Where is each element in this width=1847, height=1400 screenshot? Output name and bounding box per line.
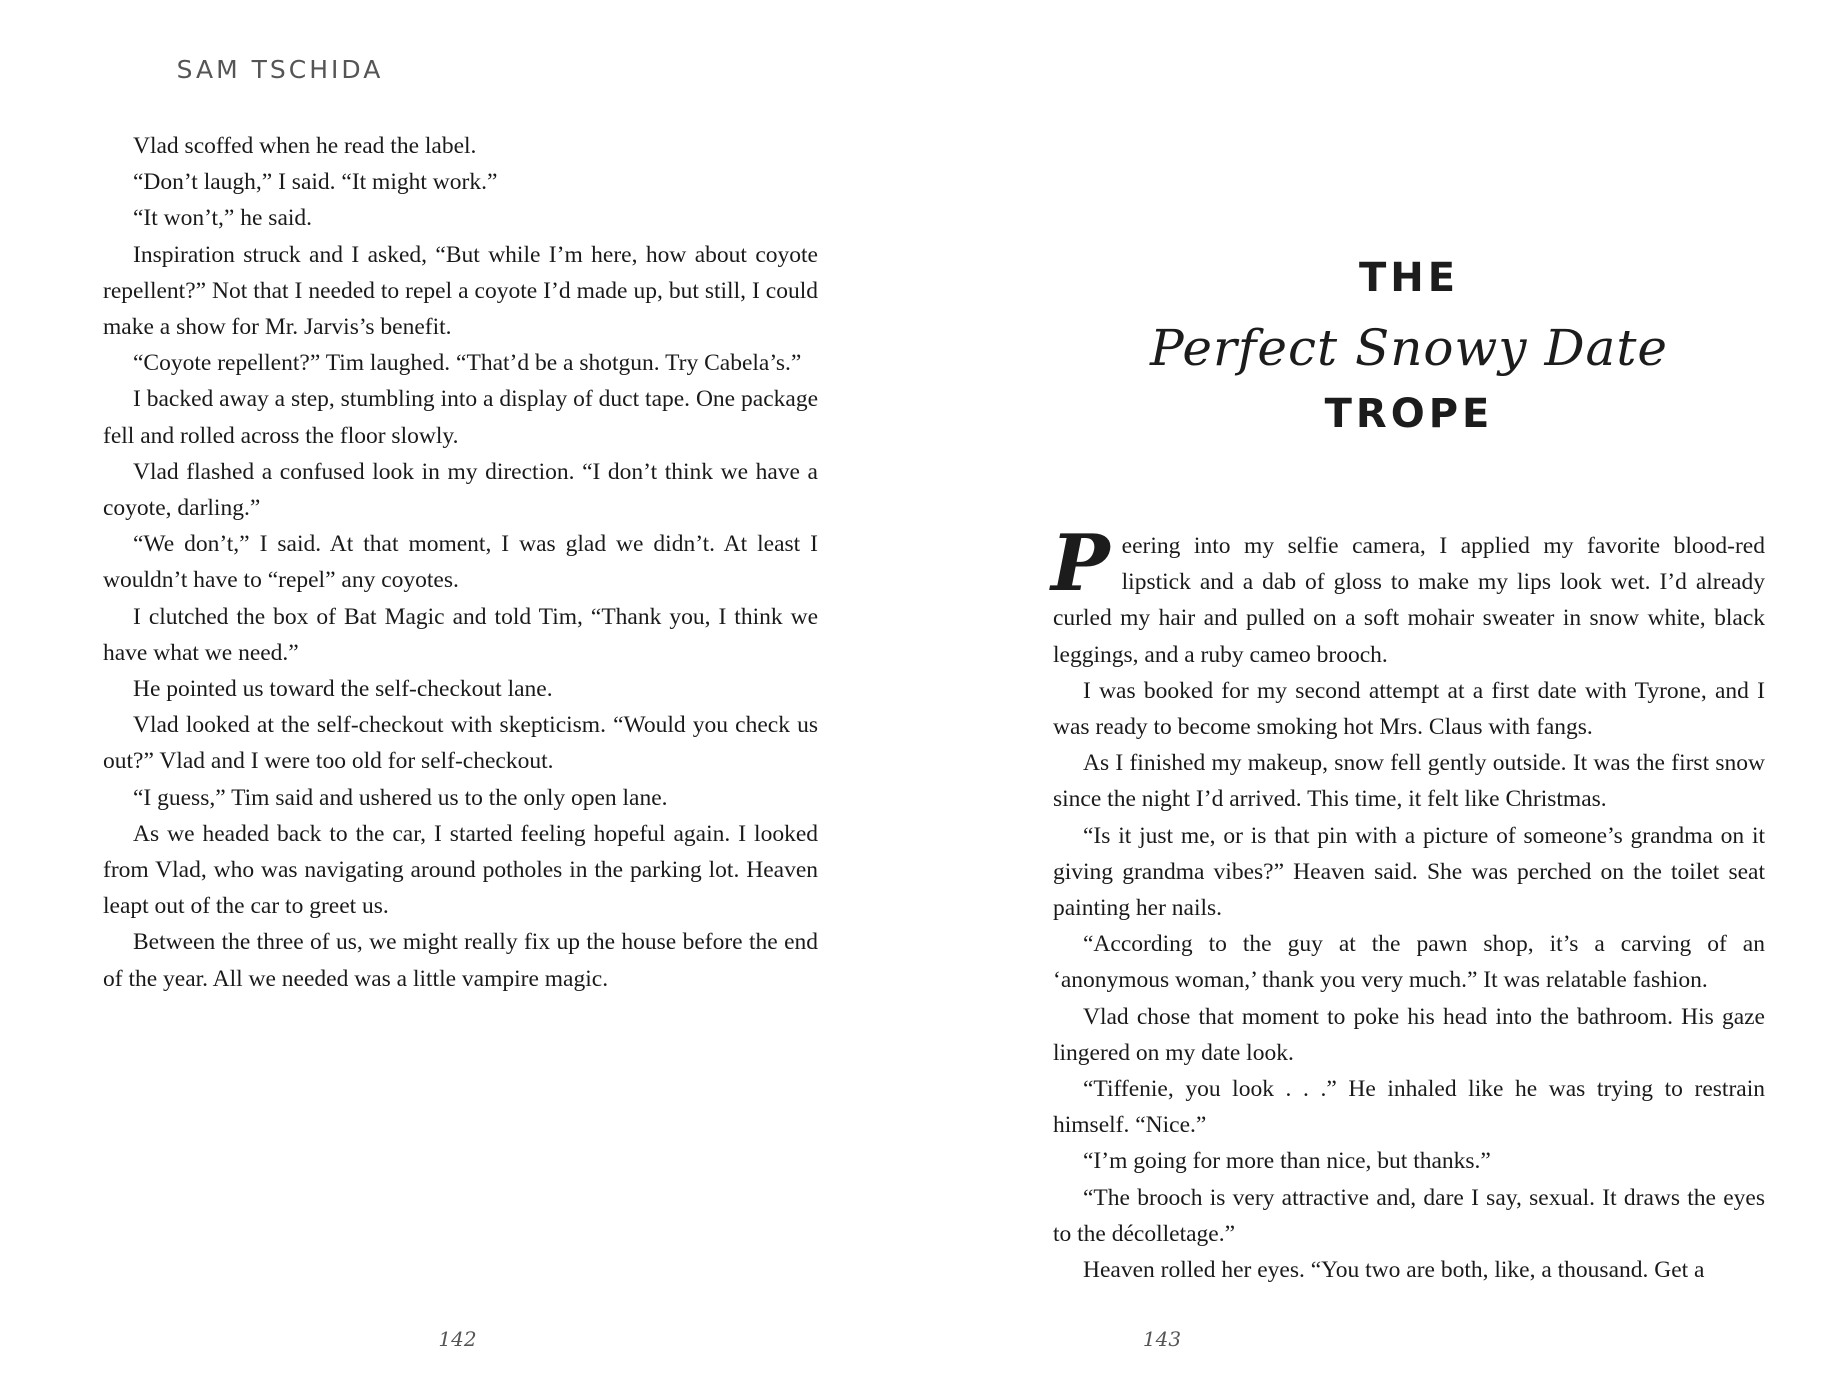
page-number-right: 143	[1142, 1327, 1182, 1351]
paragraph: “It won’t,” he said.	[133, 205, 313, 232]
running-head-author: SAM TSCHIDA	[176, 55, 384, 84]
chapter-title-line-2: Perfect Snowy Date	[1149, 319, 1669, 377]
paragraph: As I finished my makeup, snow fell gently outside. It was the first snow since the night I’d arrived. This time, it felt like Christmas.	[1053, 750, 1765, 813]
paragraph: Vlad scoffed when he read the label.	[133, 133, 477, 159]
paragraph: As we headed back to the car, I started feeling hopeful again. I looked from Vlad, who was navigating around potholes in the parking lot. Heaven leapt out of the car to greet us.	[103, 820, 818, 920]
chapter-title-line-1: THE	[1358, 255, 1460, 301]
paragraph: “Don’t laugh,” I said. “It might work.”	[133, 169, 498, 196]
paragraph: Heaven rolled her eyes. “You two are both, like, a thousand. Get a	[1083, 1257, 1705, 1284]
left-page	[0, 0, 923, 1400]
paragraph: Vlad looked at the self-checkout with skepticism. “Would you check us out?” Vlad and I were too old for self-checkout.	[103, 712, 818, 775]
chapter-title	[1053, 255, 1765, 437]
paragraph: I was booked for my second attempt at a first date with Tyrone, and I was ready to become smoking hot Mrs. Claus with fangs.	[1053, 677, 1765, 741]
paragraph: Between the three of us, we might really fix up the house before the end of the year. All we needed was a little vampire magic.	[103, 929, 818, 992]
paragraph: Vlad chose that moment to poke his head into the bathroom. His gaze lingered on my date look.	[1053, 1003, 1765, 1066]
left-page-body	[103, 128, 818, 997]
paragraph: Vlad flashed a confused look in my direction. “I don’t think we have a coyote, darling.”	[103, 458, 818, 522]
paragraph: “According to the guy at the pawn shop, it’s a carving of an ‘anonymous woman,’ thank you very much.” It was relatable fashion.	[1053, 931, 1765, 994]
drop-cap: P	[1051, 518, 1110, 609]
paragraph: “The brooch is very attractive and, dare I say, sexual. It draws the eyes to the décolletage.”	[1053, 1184, 1765, 1247]
first-paragraph	[1051, 518, 1765, 673]
chapter-title-line-3: TROPE	[1324, 391, 1494, 437]
page-number-left: 142	[438, 1327, 477, 1351]
paragraph: “Tiffenie, you look . . .” He inhaled like he was trying to restrain himself. “Nice.”	[1053, 1076, 1765, 1139]
paragraph: I backed away a step, stumbling into a display of duct tape. One package fell and rolled across the floor slowly.	[103, 386, 818, 449]
right-page	[923, 0, 1847, 1400]
right-page-body	[1051, 518, 1765, 1288]
paragraph: “We don’t,” I said. At that moment, I was glad we didn’t. At least I wouldn’t have to “repel” any coyotes.	[103, 531, 818, 594]
paragraph: “I’m going for more than nice, but thanks.”	[1083, 1148, 1491, 1175]
paragraph: Inspiration struck and I asked, “But while I’m here, how about coyote repellent?” Not that I needed to repel a coyote I’d made up, but still, I could make a show for Mr. Jarvis’s benefit.	[103, 241, 818, 341]
paragraph: He pointed us toward the self-checkout lane.	[133, 676, 553, 703]
paragraph: “Coyote repellent?” Tim laughed. “That’d be a shotgun. Try Cabela’s.”	[133, 350, 802, 377]
paragraph: “I guess,” Tim said and ushered us to the only open lane.	[133, 784, 668, 811]
first-paragraph-text: eering into my selfie camera, I applied my favorite blood-red lipstick and a dab of gloss to make my lips look wet. I’d already curled my hair and pulled on a soft mohair sweater in snow white, black leggings, and a ruby cameo brooch.	[1053, 533, 1765, 668]
paragraph: “Is it just me, or is that pin with a picture of someone’s grandma on it giving grandma vibes?” Heaven said. She was perched on the toilet seat painting her nails.	[1053, 822, 1765, 922]
paragraph: I clutched the box of Bat Magic and told Tim, “Thank you, I think we have what we need.”	[103, 603, 818, 666]
